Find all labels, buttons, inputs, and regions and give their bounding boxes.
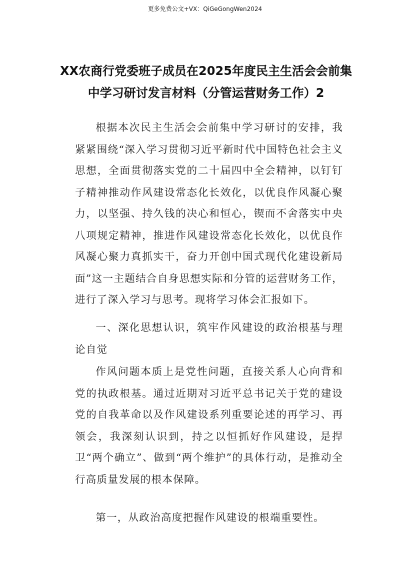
intro-paragraph: 根据本次民主生活会会前集中学习研讨的安排，我紧紧围绕“深入学习贯彻习近平新时代中国特色社会主义思想，全面贯彻落实党的二十届四中全会精神，以钉钉子精神推动作风建设常态化长效化，以优良作风凝心聚力，以坚强、持久钱的决心和恒心，锲而不舍落实中央八项规定精神，推进作风建设常态化长效化，以优良作风凝心聚力真抓实干，奋力开创中国式现代化建设新局面”这一主题结合自身思想实际和分管的运营财务工作，进行了深入学习与思考。现将学习体会汇报如下。 <box>75 122 343 306</box>
section1-body-block <box>75 362 343 491</box>
point1-block <box>75 508 343 530</box>
header-note: 更多免费公文+VX：QiGeGongWen2024 <box>147 6 263 13</box>
section-heading: 一、深化思想认识，筑牢作风建设的政治根基与理论自觉 <box>75 322 343 356</box>
point-heading: 第一，从政治高度把握作风建设的根端重要性。 <box>95 512 325 524</box>
section1-heading-block <box>75 318 343 361</box>
document-title: XX农商行党委班子成员在2025年度民主生活会会前集中学习研讨发言材料（分管运营财务工作）2 <box>60 64 352 100</box>
intro-block <box>75 118 343 312</box>
section-paragraph: 作风问题本质上是党性问题，直接关系人心向背和党的执政根基。通过近期对习近平总书记关于党的建设党的自我革命以及作风建设系列重要论述的再学习、再领会，我深刻认识到，持之以恒抓好作风建设，是捍卫“两个确立”、做到“两个维护”的具体行动，是推动全行高质量发展的根本保障。 <box>75 366 343 486</box>
